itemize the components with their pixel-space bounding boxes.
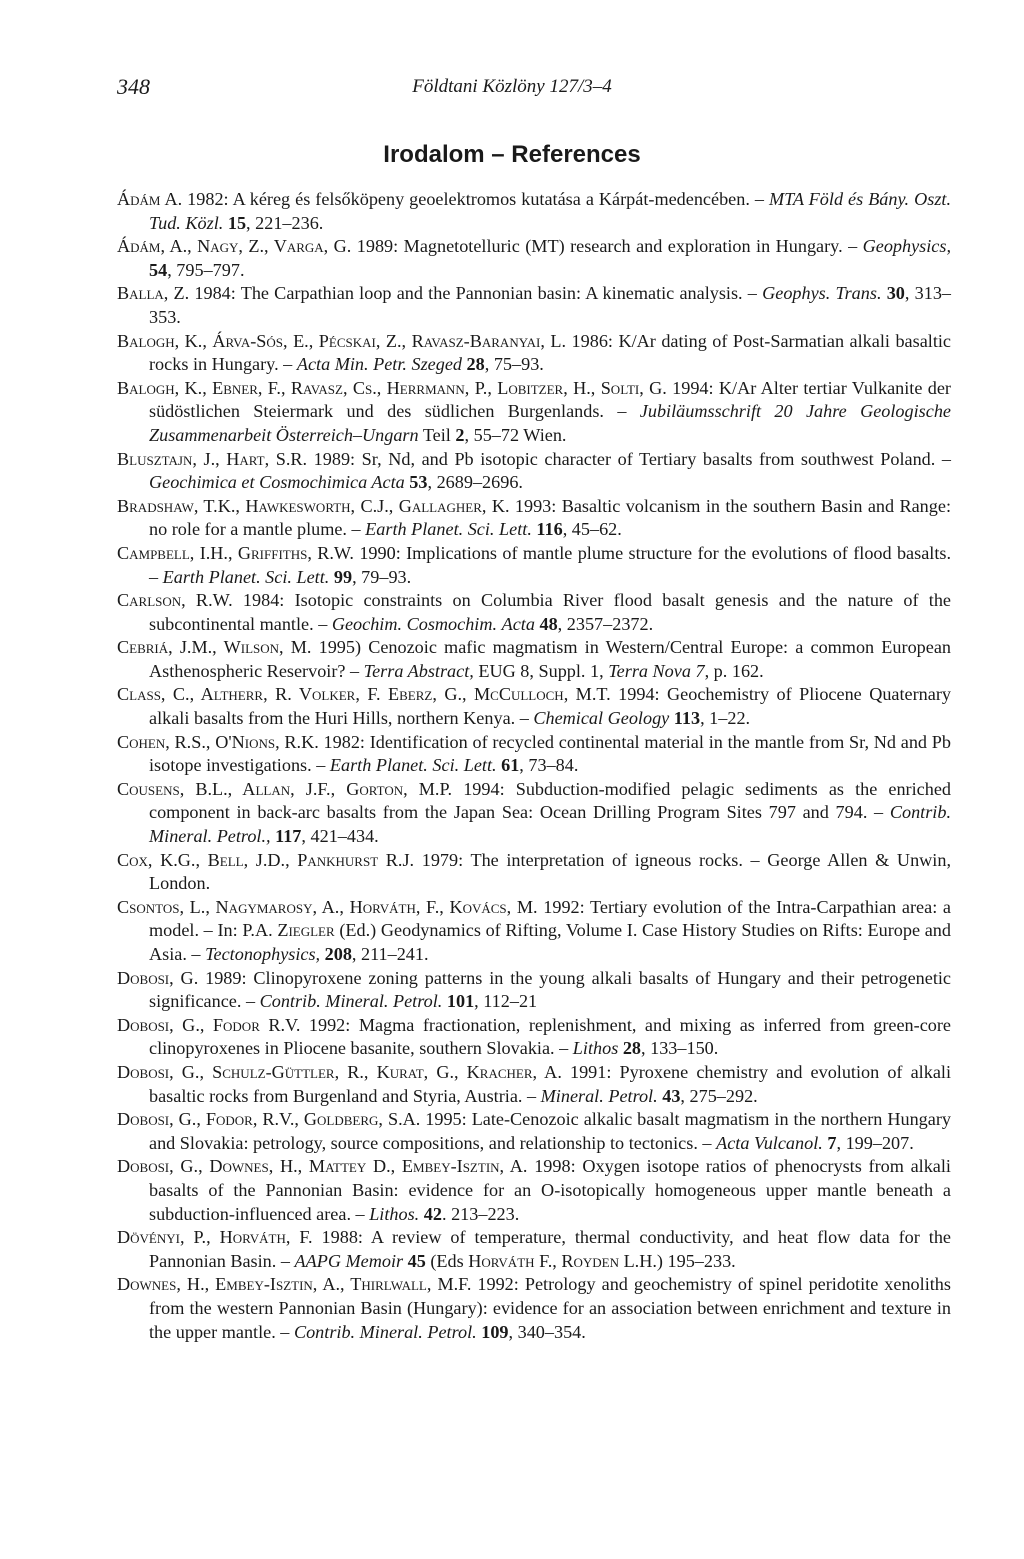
reference-text: 1989: Magnetotelluric (MT) research and exploration in Hungary. – xyxy=(351,236,863,257)
reference-entry xyxy=(117,778,951,849)
reference-volume: 48 xyxy=(539,613,558,634)
reference-journal: Terra Nova xyxy=(608,660,691,681)
reference-text: 1993: Basaltic volcanism in the southern Basin and Range: no role for a mantle plume. – xyxy=(149,495,951,540)
reference-text: A. 1982: A kéreg és felsőköpeny geoelektromos kutatása a Kárpát-medencében. – xyxy=(160,189,769,209)
reference-journal: Chemical Geology xyxy=(533,708,670,729)
reference-text: (Eds xyxy=(425,1250,469,1271)
reference-text: , 55–72 Wien. xyxy=(464,424,567,445)
reference-volume: 53 xyxy=(409,472,428,493)
reference-text: F., xyxy=(534,1250,562,1271)
reference-text: , p. 162. xyxy=(704,660,764,681)
reference-journal: Acta Vulcanol. xyxy=(716,1132,823,1153)
reference-text: 1994: Subduction-modified pelagic sediments as the enriched component in back-arc basalts from the Japan Sea: Ocean Drilling Program Sites 797 and 794. – xyxy=(149,778,951,823)
reference-entry xyxy=(117,896,951,967)
reference-text: , 421–434. xyxy=(301,826,379,847)
reference-text: , 45–62. xyxy=(562,519,622,540)
reference-text: 1994: Geochemistry of Pliocene Quaternary alkali basalts from the Huri Hills, northern Kenya. – xyxy=(149,684,951,729)
reference-volume: 2 xyxy=(455,424,465,445)
page-number: 348 xyxy=(117,74,150,99)
reference-authors: Csontos, L., Nagymarosy, A., Horváth, F., Kovács, M. xyxy=(117,896,538,917)
reference-journal: Geochimica et Cosmochimica Acta xyxy=(149,472,405,493)
reference-authors: Carlson, R.W. xyxy=(117,590,233,611)
reference-authors: Campbell, I.H., Griffiths, R.W. xyxy=(117,542,354,563)
reference-entry xyxy=(117,1273,951,1344)
reference-entry xyxy=(117,683,951,730)
reference-journal: Lithos. xyxy=(369,1203,420,1224)
reference-text: , 795–797. xyxy=(167,259,245,280)
reference-journal: Geophysics, xyxy=(862,236,951,257)
reference-authors: Ziegler xyxy=(277,920,335,941)
reference-text: , 133–150. xyxy=(641,1038,719,1059)
reference-volume: 45 xyxy=(407,1250,426,1271)
reference-text: 1989: Sr, Nd, and Pb isotopic character of Tertiary basalts from southwest Poland. – xyxy=(307,448,951,469)
reference-list xyxy=(117,188,951,1344)
reference-text: . 213–223. xyxy=(441,1203,520,1224)
reference-volume: 109 xyxy=(481,1321,509,1342)
reference-authors: Balla, Z. xyxy=(117,283,190,304)
reference-journal: Contrib. Mineral. Petrol. xyxy=(259,991,443,1012)
reference-text: 1984: Isotopic constraints on Columbia River flood basalt genesis and the nature of the subcontinental mantle. – xyxy=(149,590,951,634)
reference-entry xyxy=(117,377,951,448)
reference-journal: Geophys. Trans. xyxy=(762,283,882,304)
reference-text: 1979: The interpretation of igneous rocks. – George Allen & Unwin, London. xyxy=(149,849,951,894)
reference-text: , 340–354. xyxy=(508,1321,586,1342)
reference-text: , 2689–2696. xyxy=(427,472,523,493)
reference-journal: Contrib. Mineral. Petrol. xyxy=(293,1321,477,1342)
reference-entry xyxy=(117,495,951,542)
reference-text: 1998: Oxygen isotope ratios of phenocrysts from alkali basalts of the Pannonian Basin: evidence for an O-isotopically homogeneous upper mantle beneath a subduction-influenced area. – xyxy=(149,1156,951,1224)
reference-journal: Lithos xyxy=(572,1038,619,1059)
reference-entry xyxy=(117,1108,951,1155)
reference-journal: Earth Planet. Sci. Lett. xyxy=(329,755,497,776)
reference-text: 1982: Identification of recycled continental material in the mantle from Sr, Nd and Pb isotope investigations. – xyxy=(149,731,951,776)
reference-text: 1995) Cenozoic mafic magmatism in Western/Central Europe: a common European Asthenospheric Reservoir? – xyxy=(149,637,951,681)
reference-volume: 28 xyxy=(466,354,485,375)
reference-text: , 313–353. xyxy=(149,283,952,327)
reference-text: , 199–207. xyxy=(836,1132,914,1153)
reference-journal: Terra Abstract, xyxy=(363,660,474,681)
reference-authors: Ádám xyxy=(117,189,161,209)
reference-volume: 99 xyxy=(333,566,353,587)
reference-journal: Contrib. Mineral. Petrol., xyxy=(149,802,951,847)
reference-text: 1984: The Carpathian loop and the Pannonian basin: A kinematic analysis. – xyxy=(189,283,763,304)
reference-authors: Class, C., Altherr, R. Volker, F. Eberz, G., McCulloch, M.T. xyxy=(117,684,611,705)
reference-entry xyxy=(117,589,951,636)
reference-text: L.H.) 195–233. xyxy=(619,1250,736,1271)
reference-entry xyxy=(117,636,951,683)
reference-journal: Geochim. Cosmochim. xyxy=(331,613,498,634)
reference-authors: Cohen, R.S., O'Nions, R.K. xyxy=(117,731,319,752)
reference-text: (Ed.) Geodynamics of Rifting, Volume I. Case History Studies on Rifts: Europe and Asia. – xyxy=(149,920,951,964)
reference-volume: 54 xyxy=(149,259,168,280)
reference-volume: 28 xyxy=(622,1038,642,1059)
reference-volume: 208 xyxy=(324,944,352,964)
reference-journal: 7 xyxy=(695,660,705,681)
reference-authors: Dobosi, G., Fodor R.V. xyxy=(117,1014,301,1035)
reference-volume: 42 xyxy=(423,1203,442,1224)
reference-authors: Cebriá, J.M., Wilson, M. xyxy=(117,637,312,658)
reference-volume: 43 xyxy=(662,1085,681,1106)
reference-authors: Bradshaw, T.K., Hawkesworth, C.J., Gallagher, K. xyxy=(117,495,510,516)
reference-volume: 30 xyxy=(886,283,905,304)
reference-volume: 113 xyxy=(673,708,701,729)
reference-text: 1991: Pyroxene chemistry and evolution of alkali basaltic rocks from Burgenland and Styria, Austria. – xyxy=(149,1061,951,1106)
reference-text: 1990: Implications of mantle plume structure for the evolutions of flood basalts. – xyxy=(149,542,951,587)
reference-entry xyxy=(117,967,951,1014)
running-head: Földtani Közlöny 127/3–4 xyxy=(412,76,612,97)
reference-text: 1992: Magma fractionation, replenishment, and mixing as inferred from green-core clinopyroxenes in Pliocene basanite, southern Slovakia. – xyxy=(149,1014,952,1059)
reference-journal: Acta xyxy=(501,613,535,634)
reference-text: 1994: K/Ar Alter tertiar Vulkanite der südöstlichen Steiermark und des südlichen Burgenlands. – xyxy=(149,377,951,422)
reference-journal: Earth Planet. Sci. Lett. xyxy=(365,519,532,540)
reference-authors: Balogh, K., Ebner, F., Ravasz, Cs., Herrmann, P., Lobitzer, H., Solti, G. xyxy=(117,377,667,398)
reference-text: 1995: Late-Cenozoic alkalic basalt magmatism in the northern Hungary and Slovakia: petrology, source compositions, and relationship to tectonics. – xyxy=(149,1109,951,1153)
reference-volume: 7 xyxy=(827,1132,837,1153)
reference-text: , 221–236. xyxy=(246,212,324,233)
reference-text: , 75–93. xyxy=(484,354,544,375)
reference-text: 1992: Tertiary evolution of the Intra-Carpathian area: a model. – In: P.A. xyxy=(149,896,951,941)
reference-journal: Mineral. Petrol. xyxy=(540,1085,658,1106)
reference-text: 1989: Clinopyroxene zoning patterns in the young alkali basalts of Hungary and their petrogenetic significance. – xyxy=(149,967,952,1012)
reference-volume: 117 xyxy=(275,826,302,847)
reference-entry xyxy=(117,188,951,235)
reference-text: , 1–22. xyxy=(700,708,751,729)
reference-authors: Balogh, K., Árva-Sós, E., Pécskai, Z., Ravasz-Baranyai, L. xyxy=(117,330,567,351)
reference-entry xyxy=(117,849,951,896)
reference-entry xyxy=(117,731,951,778)
reference-entry xyxy=(117,1061,951,1108)
reference-volume: 116 xyxy=(536,519,563,540)
reference-text: 1988: A review of temperature, thermal conductivity, and heat flow data for the Pannonian Basin. – xyxy=(149,1227,951,1271)
reference-volume: 61 xyxy=(501,755,520,776)
reference-entry xyxy=(117,448,951,495)
reference-entry xyxy=(117,235,951,282)
reference-authors: Royden xyxy=(561,1250,620,1271)
reference-text: , 112–21 xyxy=(474,991,538,1012)
reference-authors: Dobosi, G., Downes, H., Mattey D., Embey-Isztin, A. xyxy=(117,1156,528,1177)
reference-authors: Dobosi, G. xyxy=(117,967,199,988)
reference-authors: Blusztajn, J., Hart, S.R. xyxy=(117,448,308,469)
reference-authors: Ádám, A., Nagy, Z., Varga, G. xyxy=(117,236,352,257)
reference-text: , 2357–2372. xyxy=(557,613,654,634)
reference-journal: Acta Min. Petr. Szeged xyxy=(296,354,462,375)
reference-authors: Horváth xyxy=(468,1250,535,1271)
reference-entry xyxy=(117,1014,951,1061)
reference-journal: AAPG Memoir xyxy=(294,1250,404,1271)
reference-authors: Downes, H., Embey-Isztin, A., Thirlwall, M.F. xyxy=(117,1274,472,1295)
reference-authors: Dövényi, P., Horváth, F. xyxy=(117,1227,313,1248)
reference-text: , 211–241. xyxy=(351,944,429,964)
reference-authors: Dobosi, G., Schulz-Güttler, R., Kurat, G., Kracher, A. xyxy=(117,1061,562,1082)
reference-authors: Cousens, B.L., Allan, J.F., Gorton, M.P. xyxy=(117,778,453,799)
reference-journal: MTA Föld és Bány. Oszt. Tud. Közl. xyxy=(149,189,951,233)
reference-journal: Earth Planet. Sci. Lett. xyxy=(162,566,330,587)
reference-journal: Jubiläumsschrift 20 Jahre Geologische Zusammenarbeit Österreich–Ungarn xyxy=(149,401,951,445)
reference-entry xyxy=(117,330,951,377)
reference-journal: Tectonophysics, xyxy=(205,944,321,964)
reference-text: EUG 8, Suppl. 1, xyxy=(473,660,609,681)
reference-text: , 79–93. xyxy=(352,566,412,587)
reference-text: Teil xyxy=(418,424,456,445)
reference-authors: Cox, K.G., Bell, J.D., Pankhurst R.J. xyxy=(117,849,415,870)
reference-entry xyxy=(117,1226,951,1273)
section-title: Irodalom – References xyxy=(383,141,641,168)
reference-entry xyxy=(117,282,951,329)
reference-authors: Dobosi, G., Fodor, R.V., Goldberg, S.A. xyxy=(117,1109,421,1130)
reference-text: , 73–84. xyxy=(519,755,579,776)
reference-volume: 15 xyxy=(227,212,247,233)
reference-text: 1992: Petrology and geochemistry of spinel peridotite xenoliths from the western Pannonian Basin (Hungary): evidence for an association between enrichment and texture in the upper mantle. – xyxy=(149,1274,951,1342)
reference-entry xyxy=(117,1155,951,1226)
reference-entry xyxy=(117,542,951,589)
reference-text: 1986: K/Ar dating of Post-Sarmatian alkali basaltic rocks in Hungary. – xyxy=(149,330,951,375)
reference-text: , 275–292. xyxy=(680,1085,758,1106)
reference-volume: 101 xyxy=(446,991,475,1012)
